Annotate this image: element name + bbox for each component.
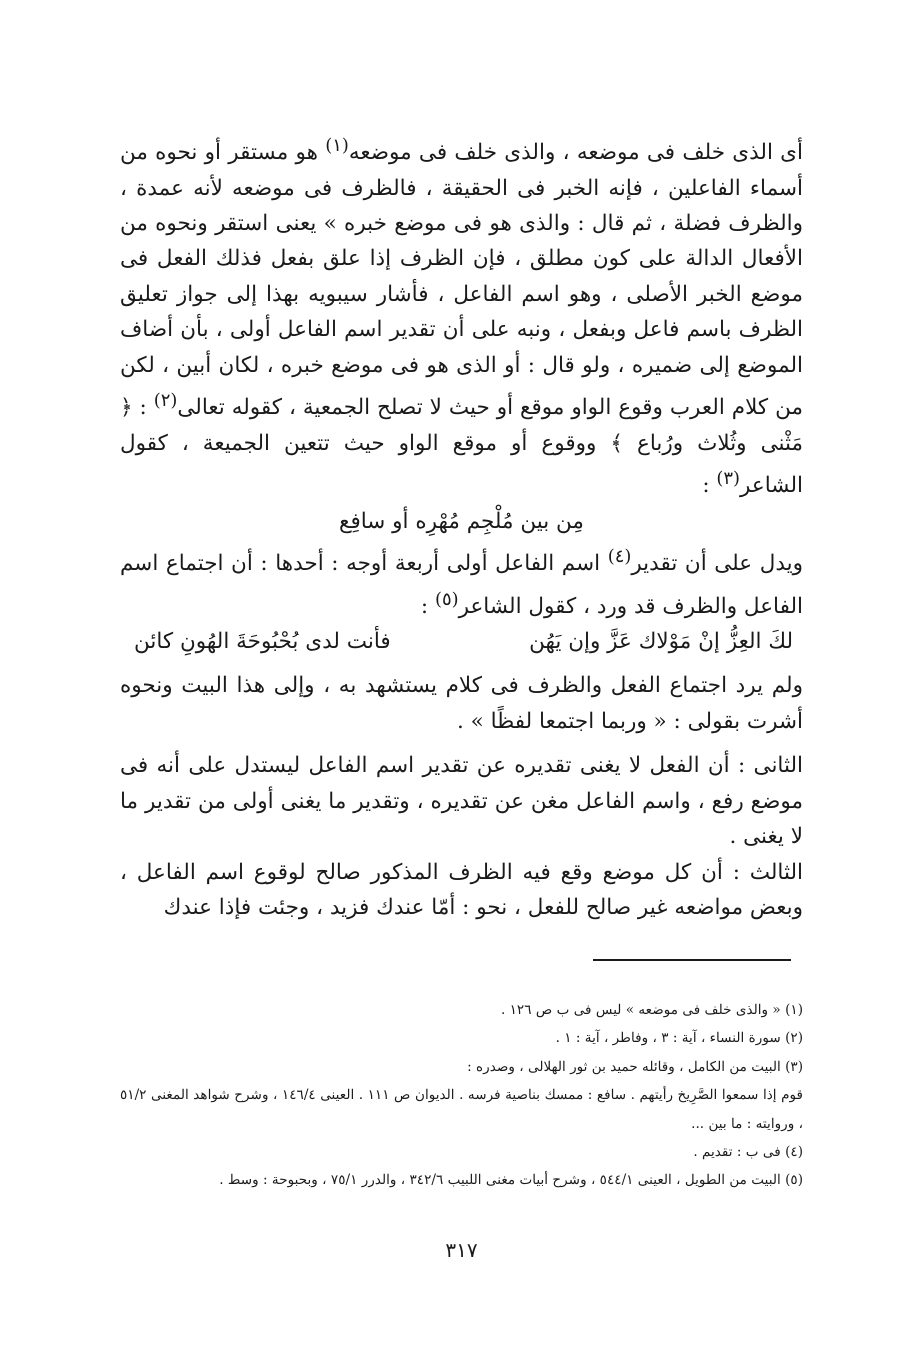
paragraph-1: أى الذى خلف فى موضعه ، والذى خلف فى موضعه$^{(١)}$ هو مستقر أو نحوه من أسماء الفاعلين ، فإنه الخبر فى الحقيقة ، فالظرف فى موضعه لأنه عمدة ، والظرف فضلة ، ثم قال : والذى هو فى موضع خبره » يعنى استقر ونحوه من الأفعال الدالة على كون مطلق ، فإن الظرف إذا علق بفعل فذلك الفعل فى موضع الخبر الأصلى ، وهو اسم الفاعل ، فأشار سيبويه بهذا إلى جواز تعليق الظرف باسم فاعل وبفعل ، ونبه على أن تقدير اسم الفاعل أولى ، بأن أضاف الموضع إلى ضميره ، ولو قال : أو الذى هو فى موضع خبره ، لكان أبين ، لكن من كلام العرب وقوع الواو موقع أو حيث لا تصلح الجمعية ، كقوله تعالى$^{(٢)}$ : ﴿ مَثْنى وثُلاث ورُباع ﴾ ووقوع أو موقع الواو حيث تتعين الجميعة ، كقول الشاعر$^{(٣)}$ : xyxy=(120,135,803,499)
verse-hemistich-second: فأنت لدى بُحْبُوحَةَ الهُونِ كائن xyxy=(134,629,391,655)
paragraph-2: ويدل على أن تقدير$^{(٤)}$ اسم الفاعل أولى أربعة أوجه : أحدها : أن اجتماع اسم الفاعل والظرف قد ورد ، كقول الشاعر$^{(٥)}$ : xyxy=(120,545,803,619)
paragraph-4: الثانى : أن الفعل لا يغنى تقديره عن تقدير اسم الفاعل ليستدل على أنه فى موضع رفع ، واسم الفاعل مغن عن تقديره ، وتقدير ما يغنى أولى من تقدير ما لا يغنى . xyxy=(120,753,803,850)
footnote-5: (٥) البيت من الطويل ، العينى ٥٤٤/١ ، وشرح أبيات مغنى اللبيب ٣٤٢/٦ ، والدرر ٧٥/١ ، وبحبوحة : وسط . xyxy=(219,1172,803,1189)
main-text xyxy=(120,128,803,925)
verse-line-2 xyxy=(120,624,803,659)
footnote-3-continuation: قوم إذا سمعوا الصَّرِيخ رأيتهم . سافع : ممسك بناصية فرسه . الديوان ص ١١١ . العينى ١٤٦/٤ ، وشرح شواهد المغنى ٥١/٢ ، وروايته : ما بين ... xyxy=(120,1087,804,1132)
footnote-3: (٣) البيت من الكامل ، وقائله حميد بن ثور الهلالى ، وصدره : xyxy=(467,1058,803,1075)
verse-hemistich-first: لكَ العِزُّ إنْ مَوْلاك عَزَّ وإن يَهُن xyxy=(529,629,793,655)
paragraph-3: ولم يرد اجتماع الفعل والظرف فى كلام يستشهد به ، وإلى هذا البيت ونحوه أشرت بقولى : « وربما اجتمعا لفظًا » . xyxy=(120,673,803,734)
paragraph-5: الثالث : أن كل موضع وقع فيه الظرف المذكور صالح لوقوع اسم الفاعل ، وبعض مواضعه غير صالح للفعل ، نحو : أمّا عندك فزيد ، وجئت فإذا عندك xyxy=(120,859,803,920)
footnote-separator xyxy=(593,959,791,961)
footnote-4: (٤) فى ب : تقديم . xyxy=(693,1144,803,1161)
footnote-2: (٢) سورة النساء ، آية : ٣ ، وفاطر ، آية : ١ . xyxy=(555,1030,803,1047)
page-number: ٣١٧ xyxy=(445,1238,478,1262)
footnotes xyxy=(120,996,803,1195)
footnote-1: (١) « والذى خلف فى موضعه » ليس فى ب ص ١٢٦ . xyxy=(500,1002,803,1018)
verse-line-1: مِن بين مُلْجِم مُهْرِه أو سافِع xyxy=(339,508,584,534)
